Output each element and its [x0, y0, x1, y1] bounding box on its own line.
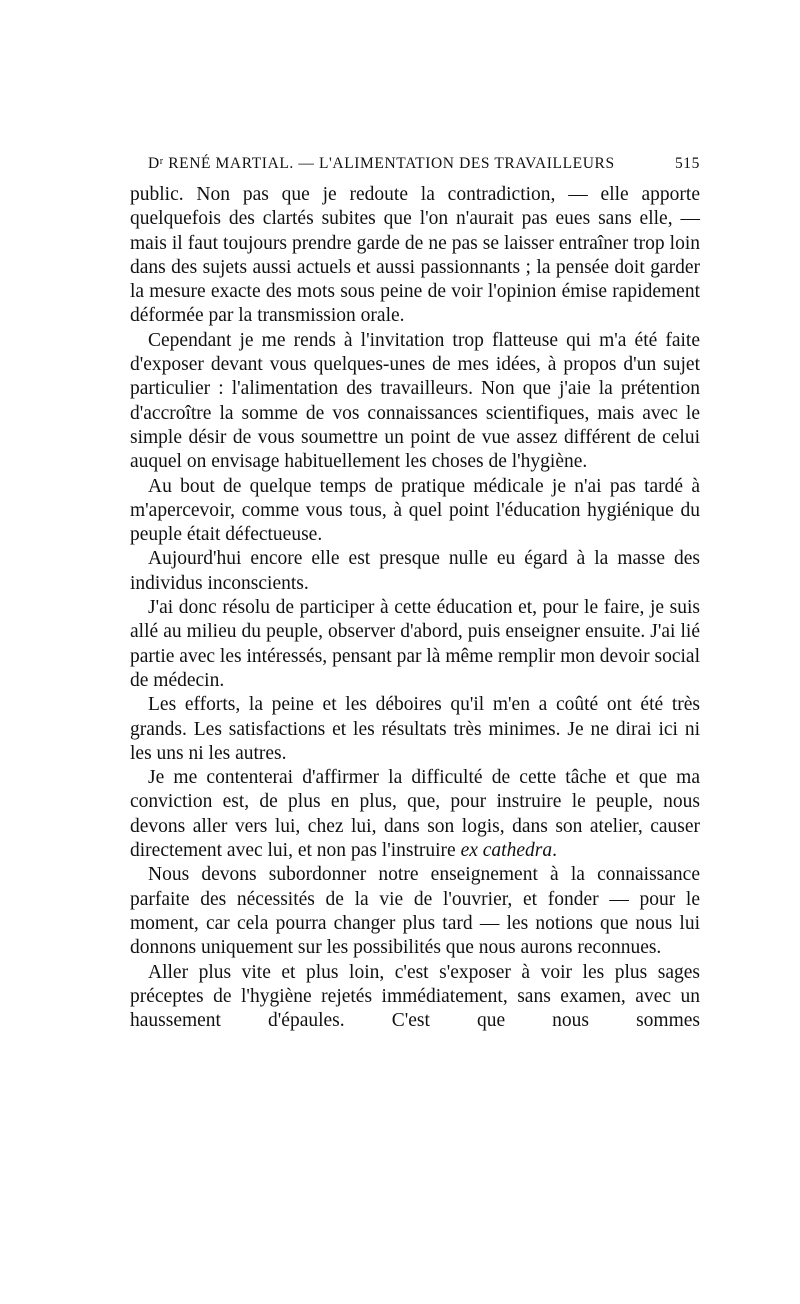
author-and-title: RENÉ MARTIAL. — L'ALIMENTATION DES TRAVAILLEURS — [163, 155, 615, 172]
running-head-title — [148, 155, 615, 173]
paragraph: Aller plus vite et plus loin, c'est s'exposer à voir les plus sages préceptes de l'hygiène rejetés immédiatement, sans examen, avec un haussement d'épaules. C'est que nous sommes — [130, 961, 700, 1032]
paragraph: Nous devons subordonner notre enseignement à la connaissance parfaite des nécessités de la vie de l'ouvrier, et fonder — pour le moment, car cela pourra changer plus tard — les notions que nous lui donnons uniquement sur les possibilités que nous aurons reconnues. — [130, 864, 700, 959]
paragraph: Au bout de quelque temps de pratique médicale je n'ai pas tardé à m'apercevoir, comme vous tous, à quel point l'éducation hygiénique du peuple était défectueuse. — [130, 475, 700, 546]
paragraph: Cependant je me rends à l'invitation trop flatteuse qui m'a été faite d'exposer devant vous quelques-unes de mes idées, à propos d'un sujet particulier : l'alimentation des travailleurs. Non que j'aie la prétention d'accroître la somme de vos connaissances scientifiques, mais avec le simple désir de vous soumettre un point de vue assez différent de celui auquel on envisage habituellement les choses de l'hygiène. — [130, 329, 700, 473]
paragraph-text-end: . — [552, 840, 557, 862]
latin-phrase: ex cathedra — [460, 840, 553, 862]
paragraph — [130, 766, 700, 863]
author-prefix: D — [148, 155, 160, 172]
running-head — [148, 155, 700, 175]
body-text — [130, 183, 700, 1033]
paragraph-text: Je me contenterai d'affirmer la difficulté de cette tâche et que ma conviction est, de plus en plus, que, pour instruire le peuple, nous devons aller vers lui, chez lui, dans son logis, dans son atelier, causer directement avec lui, et non pas l'instruire — [130, 767, 700, 862]
author-prefix-superscript: r — [159, 156, 164, 167]
paragraph: J'ai donc résolu de participer à cette éducation et, pour le faire, je suis allé au milieu du peuple, observer d'abord, puis enseigner ensuite. J'ai lié partie avec les intéressés, pensant par là même remplir mon devoir social de médecin. — [130, 597, 700, 691]
page-number: 515 — [674, 155, 700, 172]
paragraph: Les efforts, la peine et les déboires qu'il m'en a coûté ont été très grands. Les satisfactions et les résultats très minimes. Je ne dirai ici ni les uns ni les autres. — [130, 694, 700, 764]
paragraph: public. Non pas que je redoute la contradiction, — elle apporte quelquefois des clartés subites que l'on n'aurait pas eues sans elle, — mais il faut toujours prendre garde de ne pas se laisser entraîner trop loin dans des sujets aussi actuels et aussi passionnants ; la pensée doit garder la mesure exacte des mots sous peine de voir l'opinion émise rapidement déformée par la transmission orale. — [130, 184, 700, 327]
paragraph: Aujourd'hui encore elle est presque nulle eu égard à la masse des individus inconscients. — [130, 548, 700, 594]
